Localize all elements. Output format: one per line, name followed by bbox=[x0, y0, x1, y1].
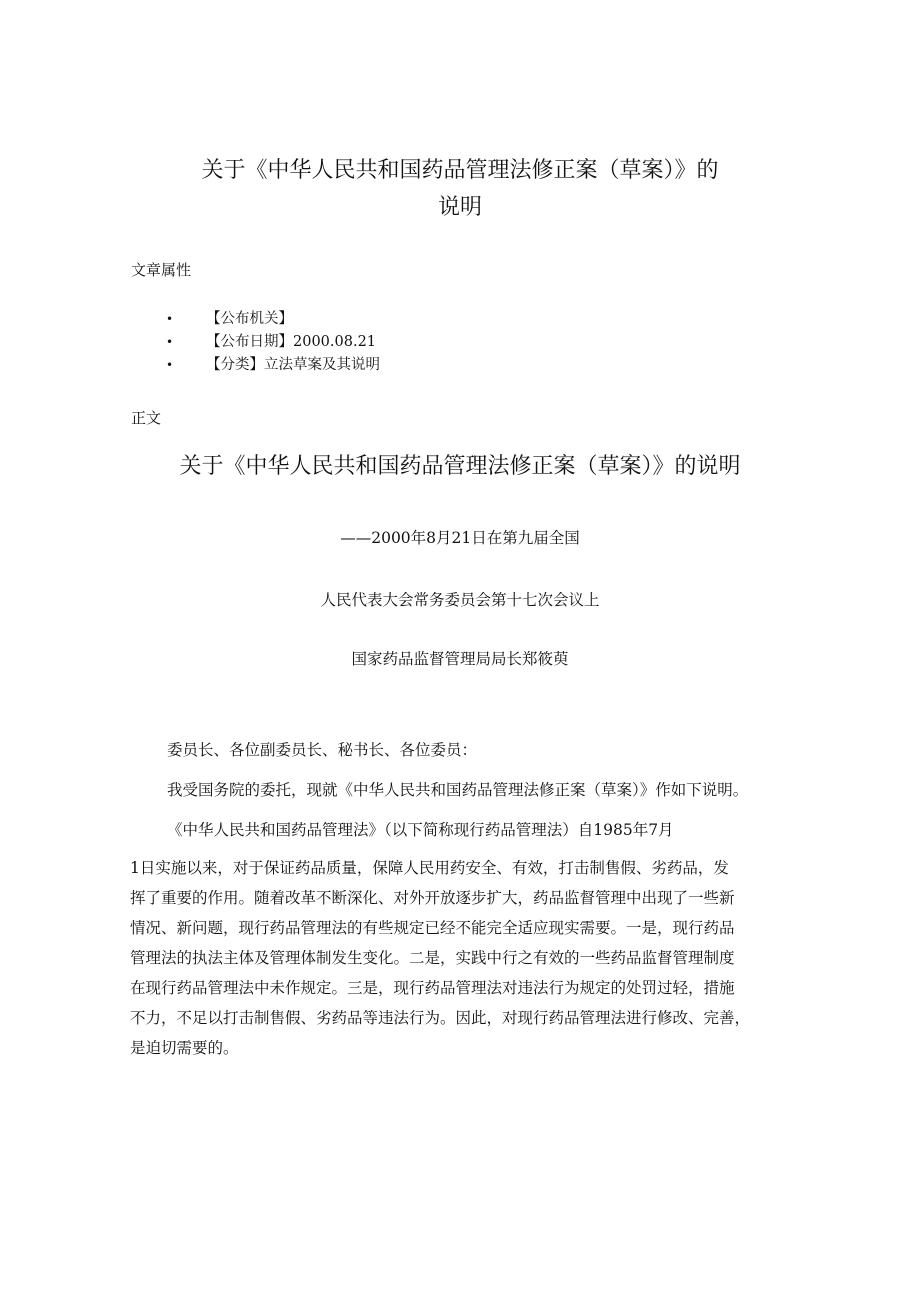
salutation: 委员长、各位副委员长、秘书长、各位委员： bbox=[167, 741, 478, 759]
paragraph-line: 管理法的执法主体及管理体制发生变化。二是，实践中行之有效的一些药品监督管理制度 bbox=[130, 949, 735, 967]
attribute-text: 【分类】立法草案及其说明 bbox=[206, 357, 380, 373]
bullet-icon: • bbox=[166, 312, 174, 326]
paragraph-line: 在现行药品管理法中未作规定。三是，现行药品管理法对违法行为规定的处罚过轻，措施 bbox=[130, 979, 735, 997]
paragraph-2-first-line: 《中华人民共和国药品管理法》（以下简称现行药品管理法）自1985年7月 bbox=[167, 821, 674, 839]
main-title: 关于《中华人民共和国药品管理法修正案（草案）》的说明 bbox=[179, 454, 741, 479]
attribute-text: 【公布日期】2000.08.21 bbox=[206, 334, 377, 350]
attributes-label: 文章属性 bbox=[131, 261, 192, 279]
paragraph-line: 1日实施以来，对于保证药品质量，保障人民用药安全、有效，打击制售假、劣药品，发 bbox=[130, 859, 729, 877]
bullet-icon: • bbox=[166, 335, 174, 349]
attribute-text: 【公布机关】 bbox=[206, 311, 293, 327]
byline-line3: 国家药品监督管理局局长郑筱萸 bbox=[351, 650, 569, 668]
paragraph-line: 情况、新问题，现行药品管理法的有些规定已经不能完全适应现实需要。一是，现行药品 bbox=[130, 919, 735, 937]
paragraph-2-body bbox=[130, 853, 800, 1063]
byline-line1: ——2000年8月21日在第九届全国 bbox=[340, 529, 580, 547]
body-label: 正文 bbox=[131, 409, 162, 427]
paragraph-line: 挥了重要的作用。随着改革不断深化、对外开放逐步扩大，药品监督管理中出现了一些新 bbox=[130, 889, 735, 907]
paragraph-1: 我受国务院的委托，现就《中华人民共和国药品管理法修正案（草案）》作如下说明。 bbox=[167, 781, 749, 799]
bullet-icon: • bbox=[166, 358, 174, 372]
paragraph-line: 是迫切需要的。 bbox=[130, 1039, 239, 1057]
byline-line2: 人民代表大会常务委员会第十七次会议上 bbox=[320, 591, 600, 609]
paragraph-line: 不力，不足以打击制售假、劣药品等违法行为。因此，对现行药品管理法进行修改、完善， bbox=[130, 1009, 751, 1027]
attributes-list bbox=[166, 308, 380, 377]
document-title-line2: 说明 bbox=[437, 195, 482, 220]
attribute-item-publisher bbox=[166, 308, 380, 331]
document-title-line1: 关于《中华人民共和国药品管理法修正案（草案）》的 bbox=[201, 158, 719, 183]
attribute-item-category bbox=[166, 354, 380, 377]
attribute-item-date bbox=[166, 331, 380, 354]
